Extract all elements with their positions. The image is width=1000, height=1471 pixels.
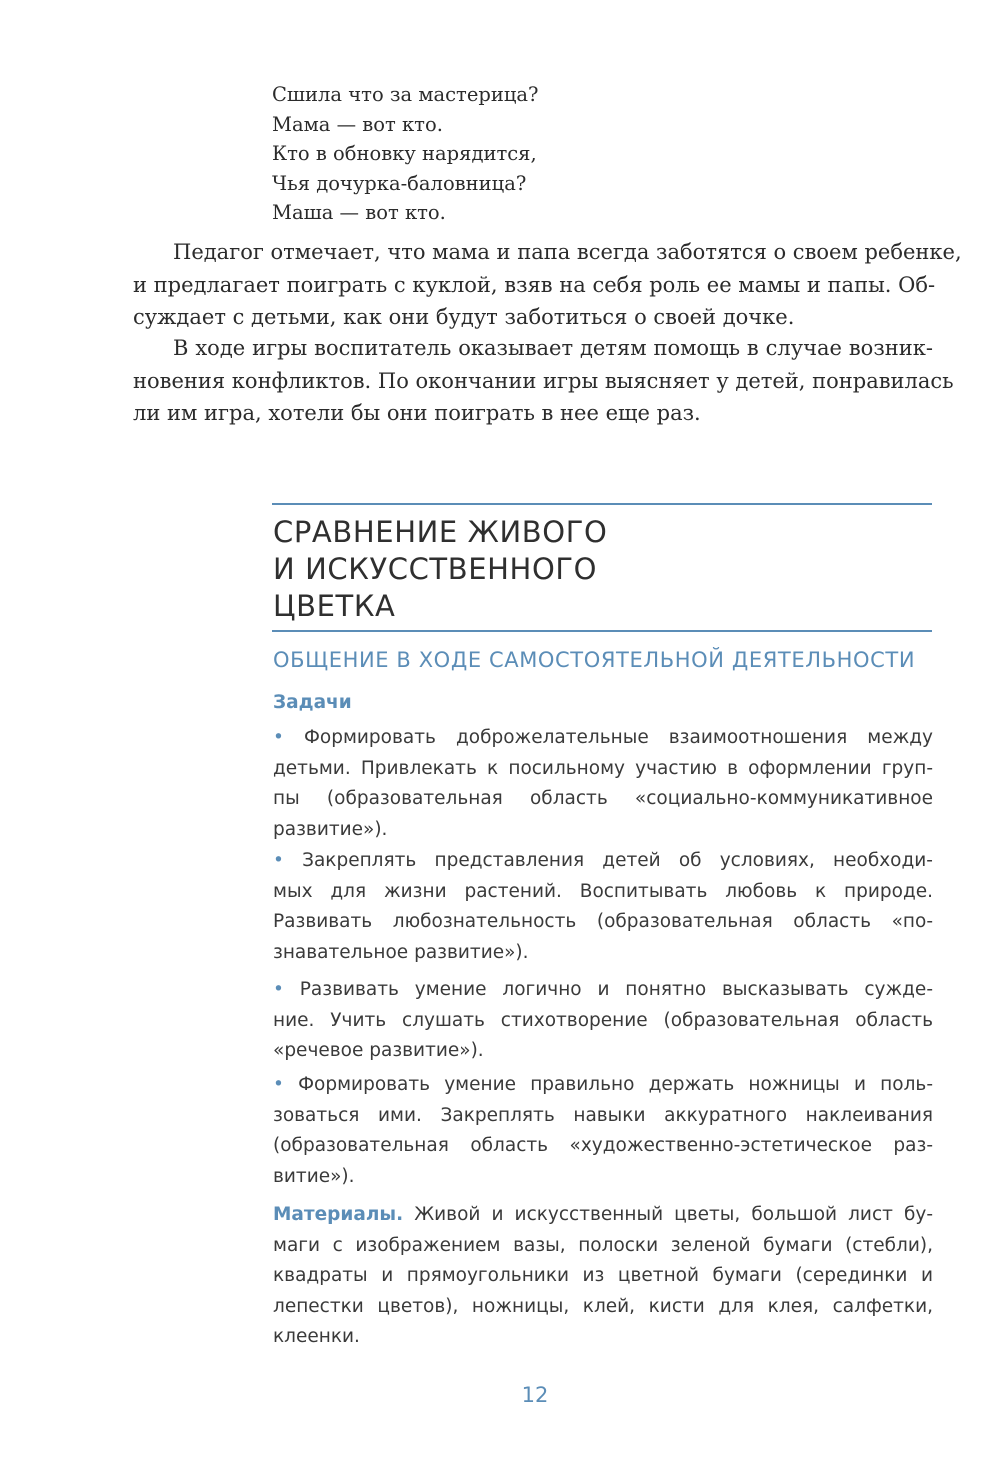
prose-line: ли им игра, хотели бы они поиграть в нее еще раз. [133, 401, 701, 425]
materials-line: лепестки цветов), ножницы, клей, кисти для клея, салфетки, [273, 1295, 933, 1317]
poem-line: Мама — вот кто. [272, 112, 443, 136]
section-title-rule [272, 630, 932, 632]
prose-paragraph-1 [133, 236, 962, 334]
task-line: Формировать доброжелательные взаимоотношения между [303, 727, 933, 748]
task-line: Закреплять представления детей об условиях, необходи- [302, 850, 933, 871]
prose-line: и предлагает поиграть с куклой, взяв на себя роль ее мамы и папы. Об- [133, 272, 936, 297]
task-line: пы (образовательная область «социально-коммуникативное [273, 788, 933, 809]
section-title-line: СРАВНЕНИЕ ЖИВОГО [273, 515, 608, 549]
poem [272, 80, 538, 228]
task-item-3 [273, 975, 933, 1067]
prose-line: суждает с детьми, как они будут заботиться о своей дочке. [133, 305, 795, 329]
materials-line: Живой и искусственный цветы, большой лист бу- [414, 1204, 933, 1225]
poem-line: Маша — вот кто. [272, 201, 446, 224]
task-line: развитие»). [273, 818, 388, 840]
task-line: зоваться ими. Закреплять навыки аккуратного наклеивания [273, 1104, 933, 1126]
bullet-icon: • [273, 727, 284, 748]
materials-line: маги с изображением вазы, полоски зеленой бумаги (стебли), [273, 1234, 933, 1256]
bullet-icon: • [273, 1074, 284, 1095]
materials-line: клеенки. [273, 1326, 360, 1347]
task-line: детьми. Привлекать к посильному участию в оформлении груп- [273, 757, 933, 779]
poem-line: Чья дочурка-баловница? [272, 171, 527, 195]
section-subtitle: ОБЩЕНИЕ В ХОДЕ САМОСТОЯТЕЛЬНОЙ ДЕЯТЕЛЬНОСТИ [273, 648, 916, 672]
task-line: знавательное развитие»). [273, 941, 529, 963]
task-line: мых для жизни растений. Воспитывать любовь к природе. [273, 880, 933, 902]
section-top-rule [272, 503, 932, 505]
section-title-line: И ИСКУССТВЕННОГО [273, 552, 598, 586]
prose-line: В ходе игры воспитатель оказывает детям помощь в случае возник- [173, 336, 933, 360]
poem-line: Кто в обновку нарядится, [272, 142, 537, 165]
page-number: 12 [521, 1383, 549, 1407]
bullet-icon: • [273, 850, 284, 871]
task-line: «речевое развитие»). [273, 1040, 484, 1061]
prose-line: Педагог отмечает, что мама и папа всегда заботятся о своем ребенке, [173, 240, 962, 264]
task-line: Развивать умение логично и понятно высказывать сужде- [299, 979, 933, 1000]
tasks-heading: Задачи [273, 692, 352, 713]
materials-label: Материалы. [273, 1204, 404, 1225]
task-line: ние. Учить слушать стихотворение (образовательная область [273, 1009, 933, 1031]
task-item-2 [273, 846, 933, 968]
section-title [273, 514, 607, 625]
materials-paragraph [273, 1200, 933, 1353]
task-line: Развивать любознательность (образовательная область «по- [273, 911, 933, 932]
bullet-icon: • [273, 979, 284, 1000]
task-line: Формировать умение правильно держать ножницы и поль- [298, 1074, 933, 1095]
task-item-1 [273, 723, 933, 845]
section-title-line: ЦВЕТКА [273, 589, 396, 623]
materials-line: квадраты и прямоугольники из цветной бумаги (серединки и [273, 1265, 933, 1286]
poem-line: Сшила что за мастерица? [272, 83, 539, 106]
task-line: витие»). [273, 1165, 355, 1187]
task-line: (образовательная область «художественно-эстетическое раз- [273, 1135, 933, 1156]
prose-line: новения конфликтов. По окончании игры выясняет у детей, понравилась [133, 368, 954, 393]
task-item-4 [273, 1070, 933, 1192]
prose-paragraph-2 [133, 332, 954, 430]
